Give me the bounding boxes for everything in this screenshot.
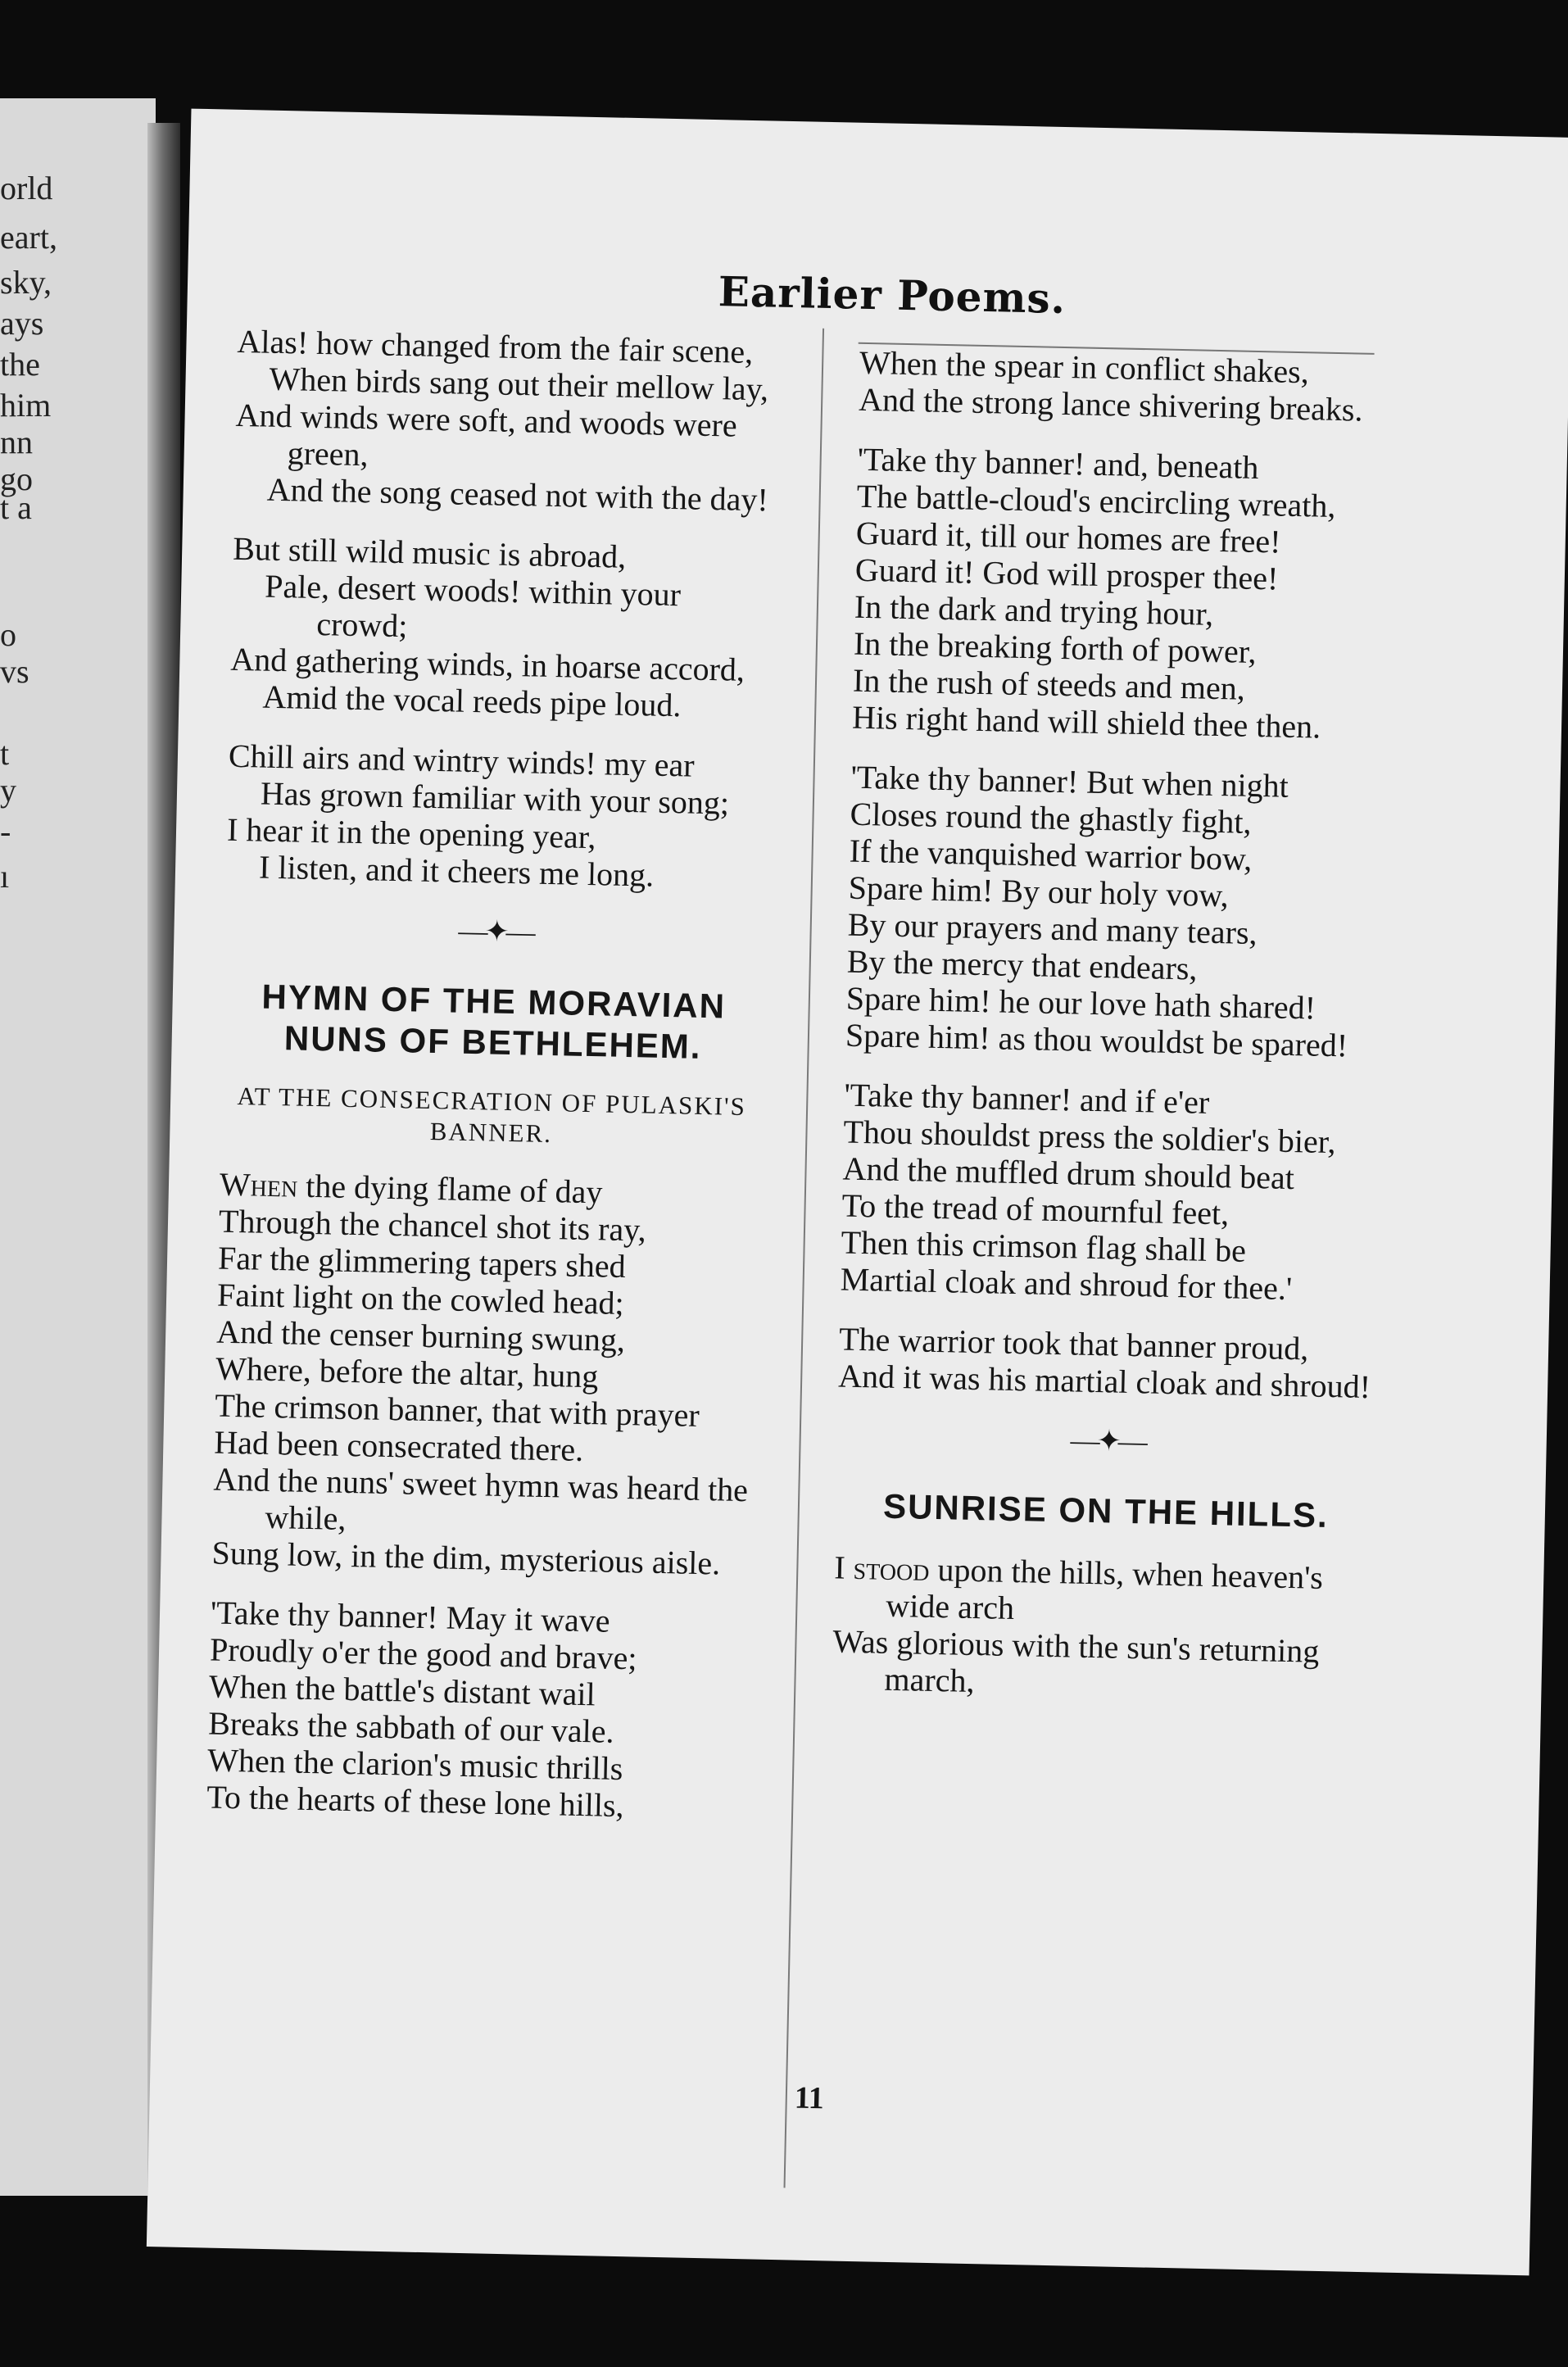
line-text: But still wild music is abroad, [232, 529, 627, 575]
left-column [206, 323, 778, 1849]
line-text: And the song ceased not with the day! [266, 470, 769, 519]
line-text: In the rush of steeds and men, [852, 661, 1246, 707]
line-text: By our prayers and many tears, [847, 905, 1258, 952]
line-text: Pale, desert woods! within your crowd; [264, 567, 682, 645]
line-text: And winds were soft, and woods were green, [235, 396, 738, 474]
poem-line [833, 1549, 1375, 1634]
facing-page-fragment: t a [0, 489, 32, 526]
poem-subtitle: AT THE CONSECRATION OF PULASKI'S BANNER. [237, 1081, 747, 1149]
line-text: The warrior took that banner proud, [838, 1320, 1309, 1367]
line-text: When the clarion's music thrills [206, 1741, 623, 1788]
facing-page-fragment: o [0, 616, 16, 653]
stanza [838, 1321, 1380, 1406]
first-word: When [219, 1165, 298, 1204]
line-text: Proudly o'er the good and brave; [209, 1630, 638, 1677]
line-text: Faint light on the cowled head; [216, 1276, 625, 1322]
line-text: the dying flame of day [305, 1167, 603, 1211]
facing-page-fragment: ays [0, 305, 44, 342]
line-text: Spare him! he our love hath shared! [845, 979, 1316, 1027]
stanza [233, 323, 778, 519]
line-text: His right hand will shield thee then. [851, 698, 1321, 746]
section-ornament: —✦— [458, 914, 533, 949]
first-word: I stood [833, 1549, 931, 1588]
stanza [832, 1549, 1375, 1707]
line-text: Had been consecrated there. [213, 1423, 584, 1468]
line-text: I hear it in the opening year, [226, 810, 596, 856]
line-text: Where, before the altar, hung [215, 1349, 599, 1395]
facing-page-fragment: - [0, 813, 11, 850]
line-text: In the breaking forth of power, [853, 624, 1257, 670]
stanza [229, 530, 774, 726]
line-text: Martial cloak and shroud for thee.' [840, 1260, 1293, 1308]
facing-page-fragment: nn [0, 424, 33, 460]
line-text: And it was his martial cloak and shroud! [837, 1357, 1371, 1406]
line-text: In the dark and trying hour, [854, 587, 1214, 633]
line-text: Has grown familiar with your song; [260, 774, 730, 822]
facing-page-fragment: the [0, 346, 40, 383]
line-text: When the battle's distant wail [208, 1667, 596, 1713]
line-text: And the strong lance shivering breaks. [858, 380, 1363, 429]
line-text: Far the glimmering tapers shed [217, 1239, 627, 1286]
line-text: Was glorious with the sun's returning march, [832, 1622, 1320, 1700]
page-number: 11 [794, 2080, 825, 2116]
poem-line [212, 1461, 755, 1546]
line-text: Guard it! God will prosper thee! [854, 551, 1279, 597]
line-text: If the vanquished warrior bow, [849, 832, 1253, 877]
facing-page-fragment: him [0, 387, 52, 424]
poem-line [231, 567, 773, 652]
poem-title: HYMN OF THE MORAVIAN NUNS OF BETHLEHEM. [261, 977, 727, 1066]
line-text: When the spear in conflict shakes, [859, 343, 1310, 391]
poem-title: SUNRISE ON THE HILLS. [882, 1486, 1330, 1535]
line-text: I listen, and it cheers me long. [258, 848, 655, 894]
line-text: upon the hills, when heaven's wide arch [885, 1551, 1324, 1627]
line-text: Breaks the sabbath of our vale. [207, 1704, 615, 1750]
poem-line [234, 397, 777, 482]
line-text: 'Take thy banner! and, beneath [857, 440, 1259, 486]
line-text: And gathering winds, in hoarse accord, [229, 640, 745, 688]
running-header: Earlier Poems. [718, 267, 1067, 324]
facing-page-fragment: orld [0, 170, 53, 206]
line-text: Alas! how changed from the fair scene, [237, 322, 754, 371]
facing-page-fragment: go [0, 460, 33, 497]
line-text: And the censer burning swung, [215, 1313, 626, 1359]
stanza [859, 344, 1401, 429]
line-text: Spare him! By our holy vow, [848, 868, 1230, 914]
facing-page-fragment: vs [0, 653, 29, 690]
line-text: Through the chancel shot its ray, [218, 1202, 647, 1249]
line-text: 'Take thy banner! and if e'er [844, 1076, 1210, 1121]
section-ornament: —✦— [1070, 1423, 1145, 1458]
line-text: The crimson banner, that with prayer [214, 1386, 700, 1434]
stanza [211, 1166, 760, 1583]
facing-page-fragment: eart, [0, 219, 57, 256]
stanza [206, 1594, 752, 1827]
line-text: Chill airs and wintry winds! my ear [228, 737, 696, 784]
line-text: To the tread of mournful feet, [841, 1186, 1230, 1232]
stanza [852, 441, 1398, 747]
stanza [845, 759, 1392, 1065]
facing-page-fragment: t [0, 735, 10, 772]
line-text: Thou shouldst press the soldier's bier, [843, 1113, 1336, 1161]
facing-page-fragment: ı [0, 858, 10, 895]
line-text: And the nuns' sweet hymn was heard the while, [213, 1460, 749, 1537]
facing-page-fragment: sky, [0, 264, 52, 301]
stanza [226, 737, 770, 896]
facing-page [0, 98, 156, 2196]
book-page [147, 109, 1568, 2276]
line-text: Closes round the ghastly fight, [850, 795, 1253, 841]
facing-page-fragment: y [0, 772, 16, 809]
column-divider [784, 329, 825, 2188]
stanza [840, 1077, 1385, 1309]
line-text: 'Take thy banner! May it wave [210, 1594, 611, 1639]
line-text: Sung low, in the dim, mysterious aisle. [211, 1534, 721, 1582]
line-text: Spare him! as thou wouldst be spared! [845, 1016, 1348, 1064]
line-text: Then this crimson flag shall be [841, 1223, 1247, 1269]
line-text: 'Take thy banner! But when night [850, 758, 1289, 805]
poem-line [832, 1622, 1374, 1707]
line-text: And the muffled drum should beat [842, 1149, 1295, 1197]
right-column [832, 344, 1401, 1730]
line-text: Amid the vocal reeds pipe loud. [262, 678, 682, 724]
line-text: When birds sang out their mellow lay, [269, 360, 769, 408]
line-text: The battle-cloud's encircling wreath, [856, 477, 1336, 524]
line-text: Guard it, till our homes are free! [855, 514, 1281, 560]
line-text: By the mercy that endears, [846, 942, 1198, 987]
line-text: To the hearts of these lone hills, [206, 1778, 625, 1825]
